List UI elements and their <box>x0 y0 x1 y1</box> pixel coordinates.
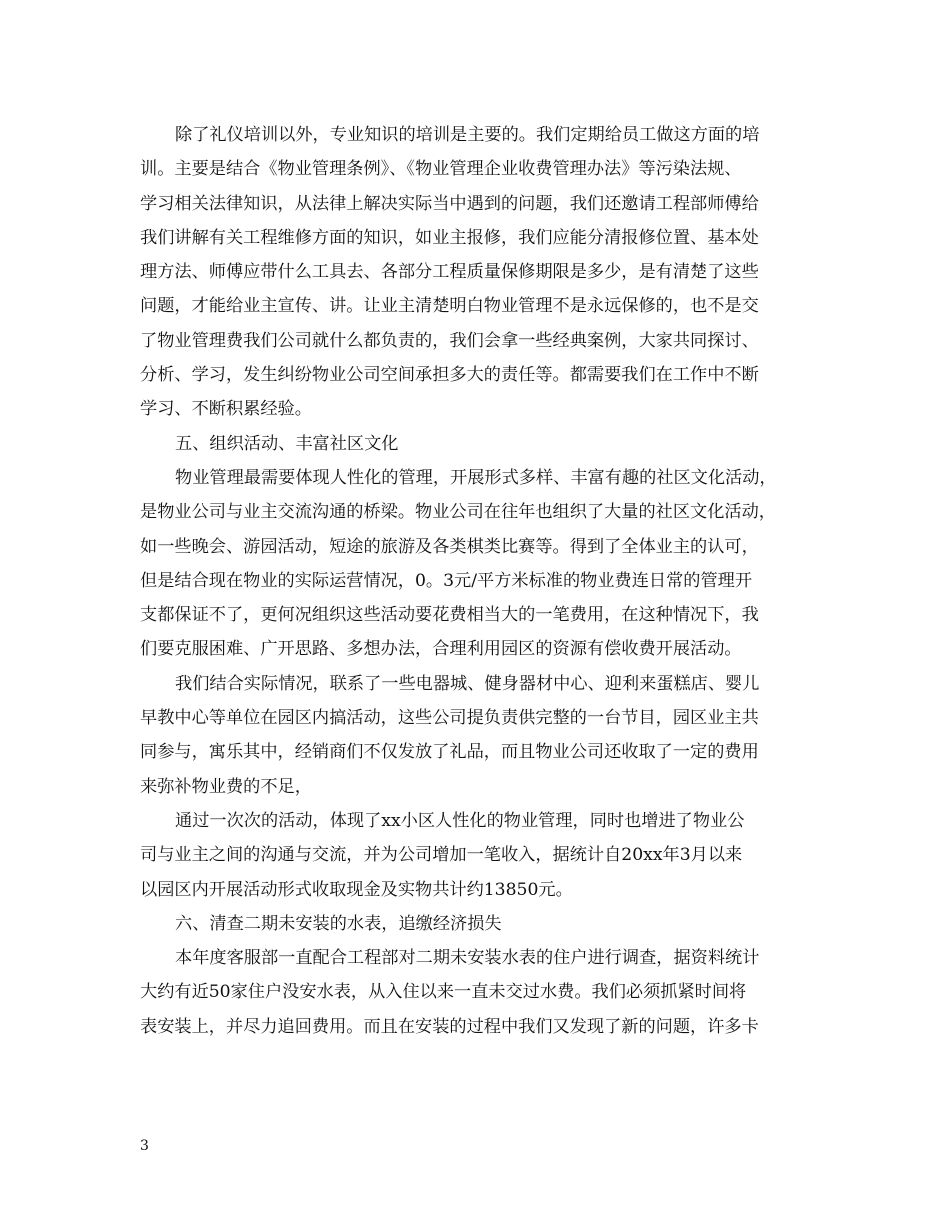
text-line: 支都保证不了，更何况组织这些活动要花费相当大的一笔费用，在这种情况下，我 <box>140 605 759 626</box>
text-line: 本年度客服部一直配合工程部对二期未安装水表的住户进行调查，据资料统计 <box>175 948 760 969</box>
text-line: 以园区内开展活动形式收取现金及实物共计约13850元。 <box>140 879 573 900</box>
document-body <box>140 118 800 1044</box>
text-line: 通过一次次的活动，体现了xx小区人性化的物业管理，同时也增进了物业公 <box>175 810 745 831</box>
text-line: 问题，才能给业主宣传、讲。让业主清楚明白物业管理不是永远保修的，也不是交 <box>140 296 759 317</box>
text-line: 六、清查二期未安装的水表，追缴经济损失 <box>175 913 502 934</box>
text-line: 训。主要是结合《物业管理条例》、《物业管理企业收费管理办法》等污染法规、 <box>140 159 742 180</box>
text-line: 除了礼仪培训以外，专业知识的培训是主要的。我们定期给员工做这方面的培 <box>175 125 760 145</box>
text-line: 理方法、师傅应带什么工具去、各部分工程质量保修期限是多少，是有清楚了这些 <box>140 262 759 283</box>
text-line: 但是结合现在物业的实际运营情况，0。3元/平方米标准的物业费连日常的管理开 <box>140 570 753 591</box>
text-line: 分析、学习，发生纠纷物业公司空间承担多大的责任等。都需要我们在工作中不断 <box>140 365 759 386</box>
text-line: 了物业管理费我们公司就什么都负责的，我们会拿一些经典案例，大家共同探讨、 <box>140 330 759 351</box>
text-line: 是物业公司与业主交流沟通的桥梁。物业公司在往年也组织了大量的社区文化活动， <box>140 502 776 523</box>
text-line: 我们讲解有关工程维修方面的知识，如业主报修，我们应能分清报修位置、基本处 <box>140 227 759 248</box>
text-line: 学习、不断积累经验。 <box>140 399 312 420</box>
text-line: 五、组织活动、丰富社区文化 <box>175 433 399 454</box>
text-line: 同参与，寓乐其中，经销商们不仅发放了礼品，而且物业公司还收取了一定的费用 <box>140 742 759 763</box>
page-number: 3 <box>140 1138 149 1154</box>
text-line: 来弥补物业费的不足， <box>140 776 312 797</box>
text-line: 早教中心等单位在园区内搞活动，这些公司提负责供完整的一台节目，园区业主共 <box>140 708 759 729</box>
text-line: 物业管理最需要体现人性化的管理，开展形式多样、丰富有趣的社区文化活动， <box>175 467 777 488</box>
text-line: 大约有近50家住户没安水表，从入住以来一直未交过水费。我们必须抓紧时间将 <box>140 982 747 1003</box>
text-line: 如一些晚会、游园活动，短途的旅游及各类棋类比赛等。得到了全体业主的认可， <box>140 536 759 557</box>
text-line: 们要克服困难、广开思路、多想办法，合理利用园区的资源有偿收费开展活动。 <box>140 639 742 660</box>
text-line: 司与业主之间的沟通与交流，并为公司增加一笔收入，据统计自20xx年3月以来 <box>140 845 743 866</box>
text-line: 学习相关法律知识，从法律上解决实际当中遇到的问题，我们还邀请工程部师傅给 <box>140 193 759 214</box>
text-line: 我们结合实际情况，联系了一些电器城、健身器材中心、迎利来蛋糕店、婴儿 <box>175 673 760 694</box>
text-line: 表安装上，并尽力追回费用。而且在安装的过程中我们又发现了新的问题，许多卡 <box>140 1016 759 1037</box>
